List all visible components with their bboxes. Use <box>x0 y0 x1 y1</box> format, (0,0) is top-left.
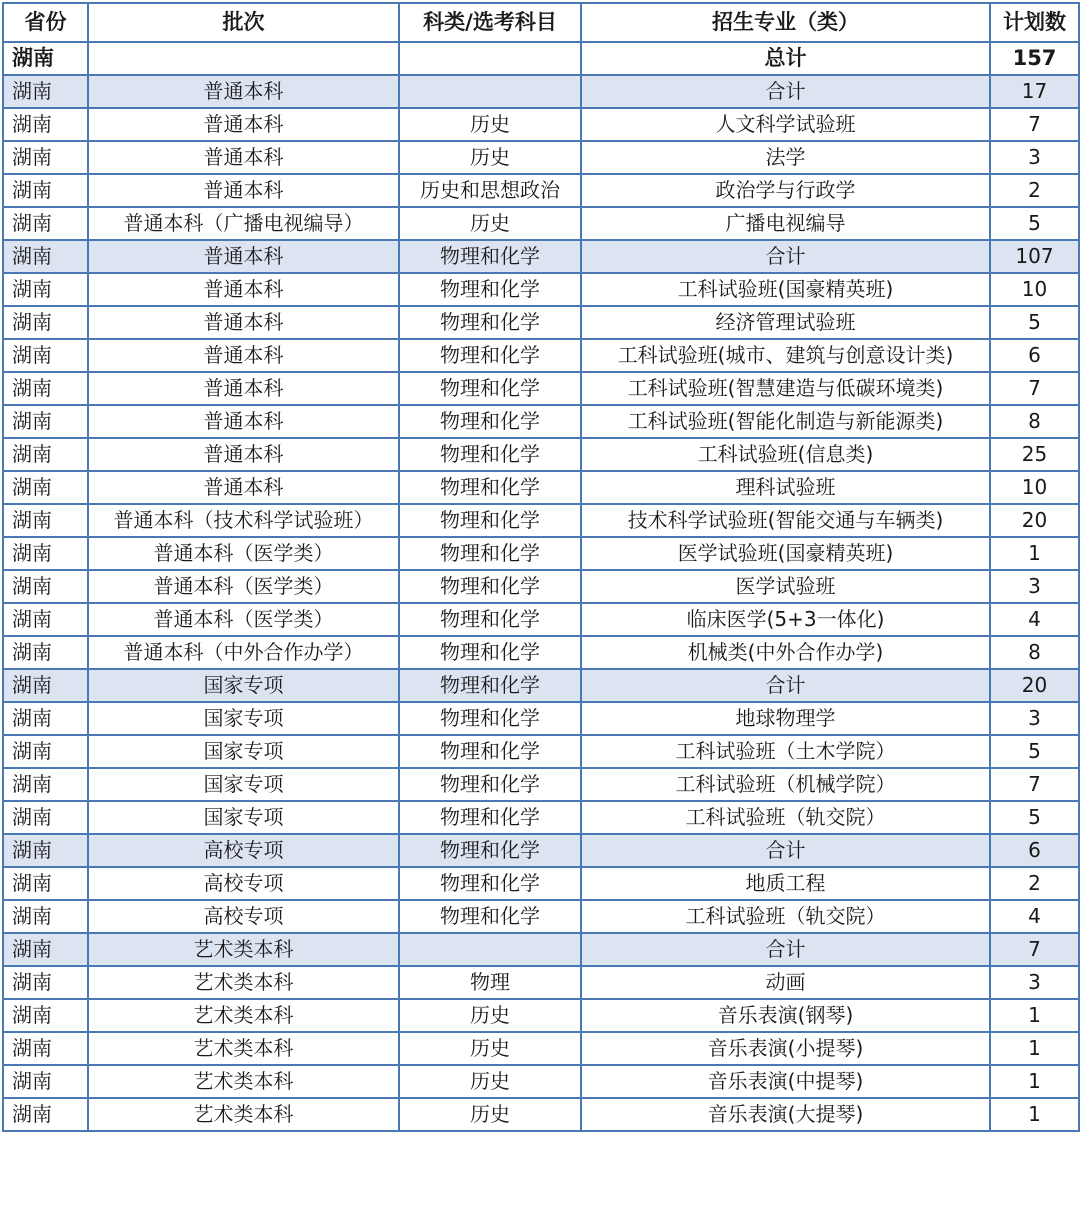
table-row <box>3 801 1079 834</box>
table-row <box>3 735 1079 768</box>
batch-cell: 国家专项 <box>88 768 399 801</box>
plan-count-cell: 7 <box>990 108 1079 141</box>
plan-count-cell: 6 <box>990 339 1079 372</box>
subject-cell: 历史和思想政治 <box>399 174 581 207</box>
plan-count-cell: 1 <box>990 1098 1079 1131</box>
table-row <box>3 999 1079 1032</box>
subject-cell: 物理和化学 <box>399 273 581 306</box>
province-cell: 湖南 <box>3 867 88 900</box>
major-cell: 合计 <box>581 240 990 273</box>
grand-total-row <box>3 42 1079 75</box>
admission-plan-table-wrapper <box>2 2 1080 1132</box>
table-row <box>3 966 1079 999</box>
subject-cell: 物理和化学 <box>399 669 581 702</box>
plan-count-cell: 3 <box>990 702 1079 735</box>
province-cell: 湖南 <box>3 1065 88 1098</box>
table-header <box>3 3 1079 42</box>
batch-cell: 艺术类本科 <box>88 1065 399 1098</box>
batch-cell: 普通本科 <box>88 471 399 504</box>
province-cell: 湖南 <box>3 603 88 636</box>
plan-count-cell: 4 <box>990 900 1079 933</box>
major-cell: 机械类(中外合作办学) <box>581 636 990 669</box>
batch-cell: 普通本科 <box>88 174 399 207</box>
table-row <box>3 570 1079 603</box>
plan-count-cell: 5 <box>990 306 1079 339</box>
province-cell: 湖南 <box>3 933 88 966</box>
plan-count-cell: 7 <box>990 933 1079 966</box>
province-cell: 湖南 <box>3 207 88 240</box>
major-cell: 工科试验班(信息类) <box>581 438 990 471</box>
major-cell: 广播电视编导 <box>581 207 990 240</box>
header-batch: 批次 <box>88 3 399 42</box>
subject-cell: 物理和化学 <box>399 570 581 603</box>
major-cell: 合计 <box>581 933 990 966</box>
table-row <box>3 636 1079 669</box>
batch-cell: 高校专项 <box>88 867 399 900</box>
batch-cell: 艺术类本科 <box>88 966 399 999</box>
major-cell: 工科试验班(国豪精英班) <box>581 273 990 306</box>
plan-count-cell: 10 <box>990 273 1079 306</box>
table-row <box>3 603 1079 636</box>
major-cell: 动画 <box>581 966 990 999</box>
province-cell: 湖南 <box>3 75 88 108</box>
header-plan-count: 计划数 <box>990 3 1079 42</box>
batch-cell <box>88 42 399 75</box>
subject-cell: 物理和化学 <box>399 603 581 636</box>
batch-cell: 国家专项 <box>88 702 399 735</box>
subtotal-row <box>3 834 1079 867</box>
subject-cell: 历史 <box>399 1065 581 1098</box>
major-cell: 合计 <box>581 669 990 702</box>
subject-cell: 物理和化学 <box>399 900 581 933</box>
subtotal-row <box>3 240 1079 273</box>
major-cell: 音乐表演(大提琴) <box>581 1098 990 1131</box>
plan-count-cell: 2 <box>990 867 1079 900</box>
subtotal-row <box>3 933 1079 966</box>
province-cell: 湖南 <box>3 471 88 504</box>
plan-count-cell: 8 <box>990 405 1079 438</box>
header-subject: 科类/选考科目 <box>399 3 581 42</box>
major-cell: 总计 <box>581 42 990 75</box>
province-cell: 湖南 <box>3 306 88 339</box>
batch-cell: 普通本科（技术科学试验班） <box>88 504 399 537</box>
batch-cell: 普通本科 <box>88 306 399 339</box>
subject-cell: 历史 <box>399 1032 581 1065</box>
table-row <box>3 273 1079 306</box>
major-cell: 理科试验班 <box>581 471 990 504</box>
header-row <box>3 3 1079 42</box>
major-cell: 工科试验班(智能化制造与新能源类) <box>581 405 990 438</box>
major-cell: 音乐表演(小提琴) <box>581 1032 990 1065</box>
province-cell: 湖南 <box>3 141 88 174</box>
major-cell: 音乐表演(钢琴) <box>581 999 990 1032</box>
plan-count-cell: 5 <box>990 801 1079 834</box>
province-cell: 湖南 <box>3 405 88 438</box>
subject-cell: 物理和化学 <box>399 504 581 537</box>
province-cell: 湖南 <box>3 1032 88 1065</box>
subject-cell: 历史 <box>399 1098 581 1131</box>
batch-cell: 国家专项 <box>88 735 399 768</box>
province-cell: 湖南 <box>3 735 88 768</box>
table-row <box>3 306 1079 339</box>
major-cell: 工科试验班(城市、建筑与创意设计类) <box>581 339 990 372</box>
batch-cell: 普通本科 <box>88 240 399 273</box>
header-province: 省份 <box>3 3 88 42</box>
subject-cell: 物理和化学 <box>399 537 581 570</box>
major-cell: 技术科学试验班(智能交通与车辆类) <box>581 504 990 537</box>
plan-count-cell: 4 <box>990 603 1079 636</box>
plan-count-cell: 3 <box>990 141 1079 174</box>
plan-count-cell: 2 <box>990 174 1079 207</box>
table-row <box>3 339 1079 372</box>
plan-count-cell: 5 <box>990 735 1079 768</box>
subject-cell <box>399 933 581 966</box>
plan-count-cell: 1 <box>990 1032 1079 1065</box>
subject-cell: 物理和化学 <box>399 438 581 471</box>
batch-cell: 普通本科 <box>88 273 399 306</box>
province-cell: 湖南 <box>3 1098 88 1131</box>
plan-count-cell: 7 <box>990 372 1079 405</box>
plan-count-cell: 10 <box>990 471 1079 504</box>
plan-count-cell: 157 <box>990 42 1079 75</box>
province-cell: 湖南 <box>3 537 88 570</box>
batch-cell: 国家专项 <box>88 801 399 834</box>
table-row <box>3 372 1079 405</box>
plan-count-cell: 20 <box>990 504 1079 537</box>
batch-cell: 高校专项 <box>88 834 399 867</box>
province-cell: 湖南 <box>3 108 88 141</box>
subject-cell: 历史 <box>399 108 581 141</box>
plan-count-cell: 3 <box>990 966 1079 999</box>
province-cell: 湖南 <box>3 339 88 372</box>
batch-cell: 普通本科（医学类） <box>88 570 399 603</box>
province-cell: 湖南 <box>3 570 88 603</box>
province-cell: 湖南 <box>3 768 88 801</box>
major-cell: 临床医学(5+3一体化) <box>581 603 990 636</box>
province-cell: 湖南 <box>3 900 88 933</box>
batch-cell: 艺术类本科 <box>88 1032 399 1065</box>
batch-cell: 普通本科 <box>88 372 399 405</box>
subject-cell: 物理和化学 <box>399 405 581 438</box>
major-cell: 经济管理试验班 <box>581 306 990 339</box>
major-cell: 音乐表演(中提琴) <box>581 1065 990 1098</box>
major-cell: 地质工程 <box>581 867 990 900</box>
province-cell: 湖南 <box>3 999 88 1032</box>
subject-cell: 历史 <box>399 207 581 240</box>
subtotal-row <box>3 669 1079 702</box>
province-cell: 湖南 <box>3 801 88 834</box>
subject-cell: 历史 <box>399 141 581 174</box>
plan-count-cell: 107 <box>990 240 1079 273</box>
subject-cell: 物理和化学 <box>399 768 581 801</box>
table-row <box>3 108 1079 141</box>
batch-cell: 艺术类本科 <box>88 1098 399 1131</box>
table-row <box>3 900 1079 933</box>
batch-cell: 国家专项 <box>88 669 399 702</box>
table-row <box>3 1065 1079 1098</box>
table-row <box>3 471 1079 504</box>
table-body <box>3 42 1079 1131</box>
major-cell: 工科试验班（轨交院） <box>581 900 990 933</box>
province-cell: 湖南 <box>3 834 88 867</box>
province-cell: 湖南 <box>3 273 88 306</box>
province-cell: 湖南 <box>3 702 88 735</box>
plan-count-cell: 8 <box>990 636 1079 669</box>
major-cell: 人文科学试验班 <box>581 108 990 141</box>
major-cell: 合计 <box>581 75 990 108</box>
major-cell: 工科试验班（机械学院） <box>581 768 990 801</box>
plan-count-cell: 3 <box>990 570 1079 603</box>
subject-cell: 物理和化学 <box>399 240 581 273</box>
batch-cell: 普通本科（广播电视编导） <box>88 207 399 240</box>
subject-cell: 物理和化学 <box>399 471 581 504</box>
subject-cell: 历史 <box>399 999 581 1032</box>
table-row <box>3 702 1079 735</box>
major-cell: 合计 <box>581 834 990 867</box>
subject-cell: 物理和化学 <box>399 801 581 834</box>
subject-cell: 物理和化学 <box>399 867 581 900</box>
table-row <box>3 867 1079 900</box>
plan-count-cell: 1 <box>990 999 1079 1032</box>
table-row <box>3 1032 1079 1065</box>
major-cell: 政治学与行政学 <box>581 174 990 207</box>
major-cell: 地球物理学 <box>581 702 990 735</box>
major-cell: 工科试验班(智慧建造与低碳环境类) <box>581 372 990 405</box>
table-row <box>3 504 1079 537</box>
subject-cell: 物理 <box>399 966 581 999</box>
batch-cell: 普通本科 <box>88 339 399 372</box>
batch-cell: 普通本科 <box>88 141 399 174</box>
plan-count-cell: 7 <box>990 768 1079 801</box>
table-row <box>3 174 1079 207</box>
table-row <box>3 1098 1079 1131</box>
province-cell: 湖南 <box>3 438 88 471</box>
province-cell: 湖南 <box>3 42 88 75</box>
province-cell: 湖南 <box>3 636 88 669</box>
batch-cell: 艺术类本科 <box>88 933 399 966</box>
major-cell: 工科试验班（土木学院） <box>581 735 990 768</box>
major-cell: 工科试验班（轨交院） <box>581 801 990 834</box>
province-cell: 湖南 <box>3 669 88 702</box>
batch-cell: 普通本科 <box>88 75 399 108</box>
plan-count-cell: 17 <box>990 75 1079 108</box>
subject-cell: 物理和化学 <box>399 834 581 867</box>
subject-cell: 物理和化学 <box>399 735 581 768</box>
province-cell: 湖南 <box>3 372 88 405</box>
batch-cell: 普通本科（中外合作办学） <box>88 636 399 669</box>
subject-cell: 物理和化学 <box>399 306 581 339</box>
table-row <box>3 768 1079 801</box>
table-row <box>3 207 1079 240</box>
table-row <box>3 438 1079 471</box>
subject-cell: 物理和化学 <box>399 339 581 372</box>
plan-count-cell: 5 <box>990 207 1079 240</box>
subject-cell <box>399 75 581 108</box>
plan-count-cell: 6 <box>990 834 1079 867</box>
header-major: 招生专业（类） <box>581 3 990 42</box>
batch-cell: 艺术类本科 <box>88 999 399 1032</box>
table-row <box>3 141 1079 174</box>
plan-count-cell: 25 <box>990 438 1079 471</box>
subject-cell <box>399 42 581 75</box>
province-cell: 湖南 <box>3 966 88 999</box>
subject-cell: 物理和化学 <box>399 702 581 735</box>
province-cell: 湖南 <box>3 504 88 537</box>
batch-cell: 普通本科（医学类） <box>88 537 399 570</box>
subject-cell: 物理和化学 <box>399 372 581 405</box>
subtotal-row <box>3 75 1079 108</box>
table-row <box>3 405 1079 438</box>
plan-count-cell: 1 <box>990 537 1079 570</box>
subject-cell: 物理和化学 <box>399 636 581 669</box>
table-row <box>3 537 1079 570</box>
batch-cell: 普通本科 <box>88 405 399 438</box>
batch-cell: 普通本科 <box>88 438 399 471</box>
major-cell: 医学试验班 <box>581 570 990 603</box>
province-cell: 湖南 <box>3 240 88 273</box>
plan-count-cell: 1 <box>990 1065 1079 1098</box>
province-cell: 湖南 <box>3 174 88 207</box>
batch-cell: 普通本科（医学类） <box>88 603 399 636</box>
batch-cell: 普通本科 <box>88 108 399 141</box>
batch-cell: 高校专项 <box>88 900 399 933</box>
major-cell: 医学试验班(国豪精英班) <box>581 537 990 570</box>
admission-plan-table <box>2 2 1080 1132</box>
major-cell: 法学 <box>581 141 990 174</box>
plan-count-cell: 20 <box>990 669 1079 702</box>
